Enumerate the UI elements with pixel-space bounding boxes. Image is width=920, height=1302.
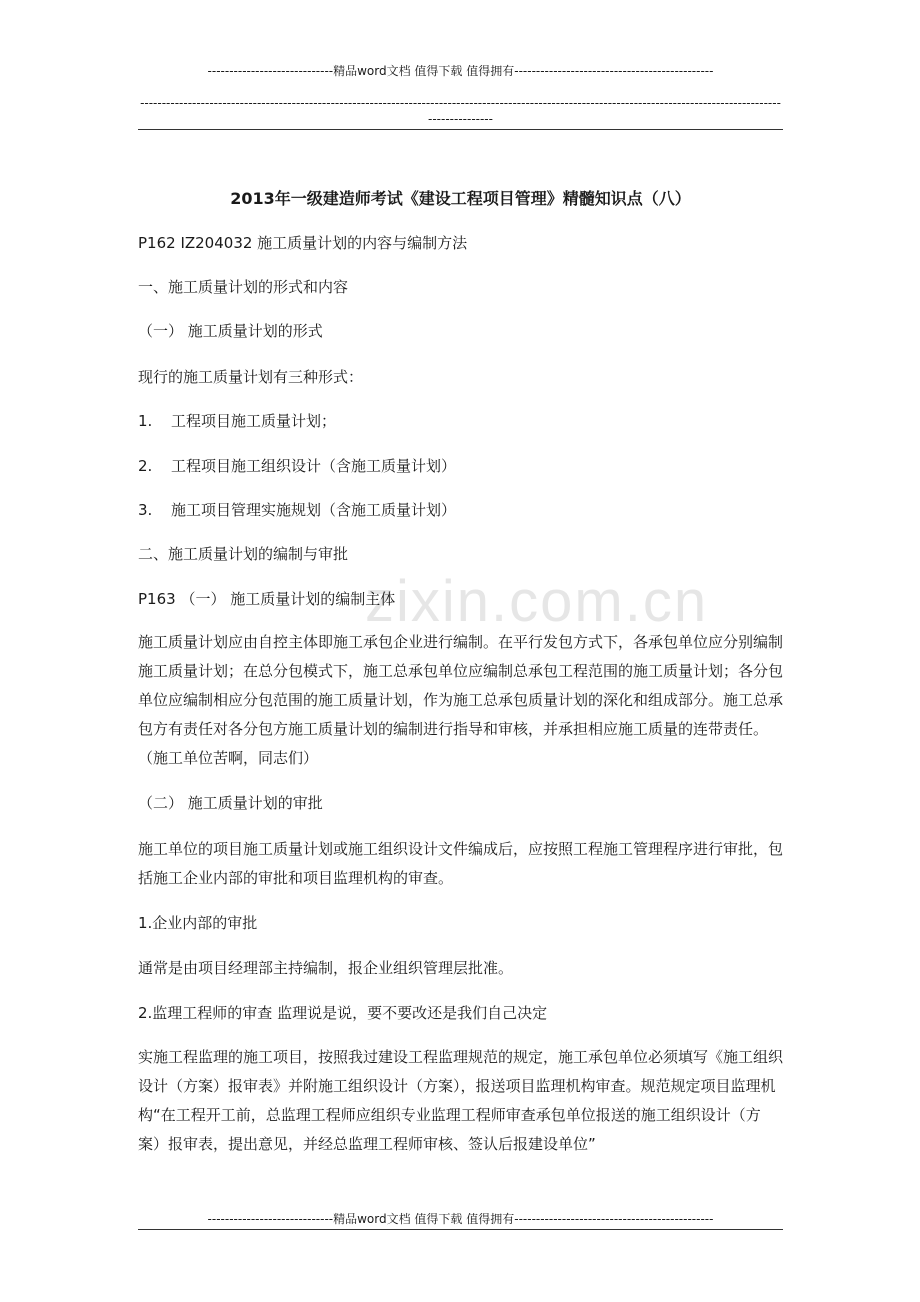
list-text: 施工项目管理实施规划（含施工质量计划） xyxy=(171,501,457,519)
footer-rule xyxy=(138,1229,783,1230)
heading-level3: 1.企业内部的审批 xyxy=(138,914,258,932)
header-dash-tail: --------------- xyxy=(428,112,493,126)
heading-level3: 2.监理工程师的审查 监理说是说，要不要改还是我们自己决定 xyxy=(138,1004,548,1022)
paragraph: 施工质量计划应由自控主体即施工承包企业进行编制。在平行发包方式下，各承包单位应分别编制施工质量计划；在总分包模式下，施工总承包单位应编制总承包工程范围的施工质量计划；各分包单位应编制相应分包范围的施工质量计划，作为施工总承包质量计划的深化和组成部分。施工总承包方有责任对各分包方施工质量计划的编制进行指导和审核，并承担相应施工质量的连带责任。（施工单位苦啊，同志们） xyxy=(138,633,784,767)
list-item xyxy=(138,452,783,481)
list-number: 2. xyxy=(138,457,153,475)
heading-level2: （一） 施工质量计划的形式 xyxy=(138,322,323,340)
list-item xyxy=(138,407,783,436)
list-item xyxy=(138,496,783,525)
heading-level2: （二） 施工质量计划的审批 xyxy=(138,794,323,812)
heading-level2: P163 （一） 施工质量计划的编制主体 xyxy=(138,590,396,608)
list-text: 工程项目施工质量计划； xyxy=(171,412,337,430)
list-number: 3. xyxy=(138,501,153,519)
header-rule xyxy=(138,129,783,130)
watermark: zixin.com.cn xyxy=(365,569,709,634)
list-text: 工程项目施工组织设计（含施工质量计划） xyxy=(171,457,457,475)
document-title: 2013年一级建造师考试《建设工程项目管理》精髓知识点（八） xyxy=(230,189,691,208)
heading-level1: 二、施工质量计划的编制与审批 xyxy=(138,545,349,563)
paragraph: 施工单位的项目施工质量计划或施工组织设计文件编成后，应按照工程施工管理程序进行审批，包括施工企业内部的审批和项目监理机构的审查。 xyxy=(138,840,784,887)
section-heading: P162 IZ204032 施工质量计划的内容与编制方法 xyxy=(138,234,468,252)
footer-banner: -----------------------------精品word文档 值得下载 值得拥有---------------------------------------------- xyxy=(207,1212,714,1226)
list-number: 1. xyxy=(138,412,153,430)
paragraph: 实施工程监理的施工项目，按照我过建设工程监理规范的规定，施工承包单位必须填写《施工组织设计（方案）报审表》并附施工组织设计（方案），报送项目监理机构审查。规范规定项目监理机构“在工程开工前，总监理工程师应组织专业监理工程师审查承包单位报送的施工组织设计（方案）报审表，提出意见，并经总监理工程师审核、签认后报建设单位” xyxy=(138,1048,784,1153)
header-banner: -----------------------------精品word文档 值得下载 值得拥有---------------------------------------------- xyxy=(207,64,714,78)
paragraph: 现行的施工质量计划有三种形式： xyxy=(138,368,364,386)
header-dash-line: ---------------------------------------------------------------------------------------------------------------------------------------------------- xyxy=(140,96,781,110)
paragraph: 通常是由项目经理部主持编制，报企业组织管理层批准。 xyxy=(138,959,514,977)
heading-level1: 一、施工质量计划的形式和内容 xyxy=(138,278,349,296)
